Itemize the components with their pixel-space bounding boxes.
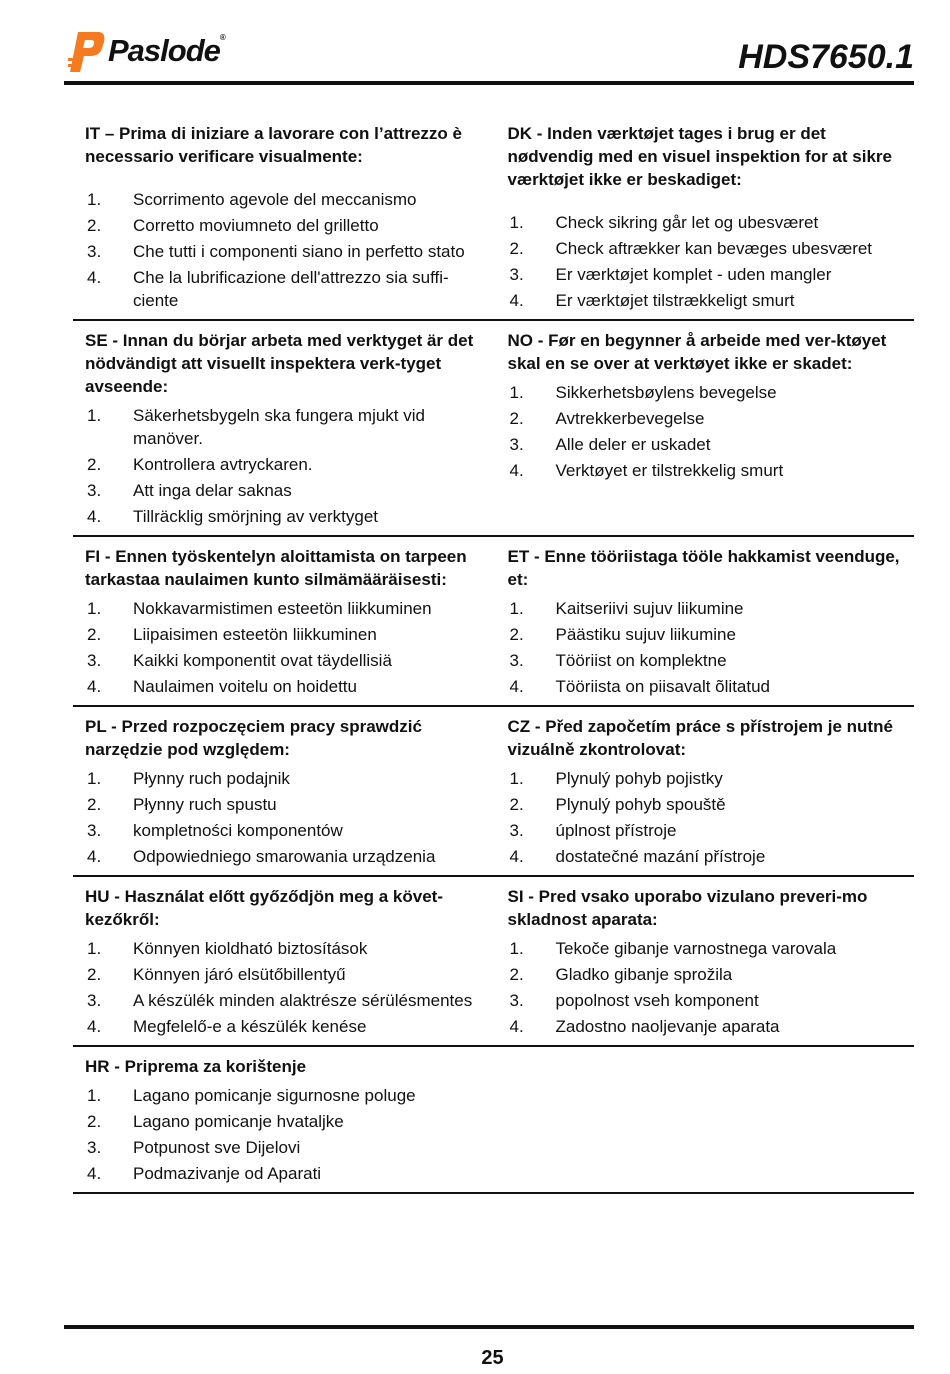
checklist-item bbox=[85, 597, 484, 620]
item-number: 1. bbox=[87, 406, 102, 425]
item-number: 4. bbox=[87, 677, 102, 696]
language-heading: PL - Przed rozpoczęciem pracy sprawdzić narzędzie pod względem: bbox=[85, 717, 422, 759]
item-number: 3. bbox=[509, 821, 524, 840]
item-text: Könnyen kioldható biztosítások bbox=[133, 939, 368, 958]
item-text: Scorrimento agevole del meccanismo bbox=[133, 190, 417, 209]
item-number: 2. bbox=[87, 216, 102, 235]
checklist-item bbox=[85, 505, 484, 528]
item-text: Alle deler er uskadet bbox=[555, 435, 711, 454]
item-text: Plynulý pohyb pojistky bbox=[555, 769, 723, 788]
checklist-item bbox=[85, 1110, 484, 1133]
checklist-item bbox=[508, 767, 905, 790]
item-number: 4. bbox=[509, 847, 524, 866]
item-number: 2. bbox=[87, 795, 102, 814]
checklist-item bbox=[508, 963, 905, 986]
item-text: úplnost přístroje bbox=[555, 821, 677, 840]
paslode-p-icon bbox=[68, 28, 106, 74]
checklist bbox=[85, 404, 484, 528]
checklist-item bbox=[85, 845, 484, 868]
checklist-item bbox=[508, 937, 905, 960]
item-number: 4. bbox=[87, 1017, 102, 1036]
checklist-item bbox=[85, 1015, 484, 1038]
checklist-item bbox=[85, 963, 484, 986]
item-text: Lagano pomicanje sigurnosne poluge bbox=[133, 1086, 416, 1105]
item-text: Verktøyet er tilstrekkelig smurt bbox=[555, 461, 784, 480]
section-row bbox=[73, 321, 914, 537]
checklist-item bbox=[508, 289, 905, 312]
item-number: 2. bbox=[509, 409, 524, 428]
checklist bbox=[85, 1084, 484, 1185]
item-number: 3. bbox=[87, 991, 102, 1010]
checklist bbox=[85, 597, 484, 698]
section-row bbox=[73, 1047, 914, 1194]
item-text: Megfelelő-e a készülék kenése bbox=[133, 1017, 367, 1036]
checklist-item bbox=[85, 1136, 484, 1159]
item-number: 1. bbox=[509, 599, 524, 618]
checklist-item bbox=[508, 211, 905, 234]
item-number: 4. bbox=[509, 461, 524, 480]
checklist-item bbox=[508, 623, 905, 646]
item-text: Płynny ruch spustu bbox=[133, 795, 277, 814]
language-block-cz bbox=[494, 707, 915, 875]
checklist-item bbox=[85, 214, 484, 237]
section-row bbox=[73, 112, 914, 321]
language-heading: ET - Enne tööriistaga tööle hakkamist veenduge, et: bbox=[507, 547, 900, 589]
checklist-item bbox=[85, 767, 484, 790]
language-block-si bbox=[494, 877, 915, 1045]
language-block-pl bbox=[73, 707, 494, 875]
item-number: 1. bbox=[87, 599, 102, 618]
checklist-item bbox=[85, 819, 484, 842]
item-number: 3. bbox=[509, 651, 524, 670]
checklist bbox=[85, 767, 484, 868]
page-number: 25 bbox=[481, 1347, 504, 1369]
item-text: Er værktøjet tilstrækkeligt smurt bbox=[555, 291, 795, 310]
item-text: Kontrollera avtryckaren. bbox=[133, 455, 313, 474]
item-text: dostatečné mazání přístroje bbox=[555, 847, 766, 866]
item-text: Säkerhetsbygeln ska fungera mjukt vid manöver. bbox=[133, 406, 425, 448]
item-text: Päästiku sujuv liikumine bbox=[555, 625, 736, 644]
language-block-no bbox=[494, 321, 915, 535]
inspection-table bbox=[73, 112, 914, 1194]
section-row bbox=[73, 877, 914, 1047]
item-number: 1. bbox=[87, 769, 102, 788]
item-number: 1. bbox=[87, 1086, 102, 1105]
item-text: Lagano pomicanje hvataljke bbox=[133, 1112, 344, 1131]
item-text: Er værktøjet komplet - uden mangler bbox=[555, 265, 832, 284]
checklist bbox=[85, 937, 484, 1038]
item-text: Che tutti i componenti siano in perfetto stato bbox=[133, 242, 465, 261]
language-heading: IT – Prima di iniziare a lavorare con l’attrezzo è necessario verificare visualmente: bbox=[85, 124, 462, 166]
checklist-item bbox=[85, 623, 484, 646]
checklist-item bbox=[508, 649, 905, 672]
language-heading: SI - Pred vsako uporabo vizulano preveri-mo skladnost aparata: bbox=[507, 887, 868, 929]
item-text: Potpunost sve Dijelovi bbox=[133, 1138, 301, 1157]
item-text: Naulaimen voitelu on hoidettu bbox=[133, 677, 357, 696]
item-text: Tillräcklig smörjning av verktyget bbox=[133, 507, 378, 526]
item-number: 4. bbox=[509, 677, 524, 696]
checklist-item bbox=[508, 263, 905, 286]
item-text: Corretto moviumneto del grilletto bbox=[133, 216, 379, 235]
item-number: 2. bbox=[87, 965, 102, 984]
registered-mark: ® bbox=[219, 33, 225, 42]
checklist bbox=[508, 767, 905, 868]
item-number: 1. bbox=[509, 383, 524, 402]
checklist-item bbox=[85, 1162, 484, 1185]
item-number: 1. bbox=[87, 939, 102, 958]
item-number: 1. bbox=[87, 190, 102, 209]
item-text: Att inga delar saknas bbox=[133, 481, 292, 500]
checklist-item bbox=[85, 1084, 484, 1107]
item-text: Check aftrækker kan bevæges ubesværet bbox=[555, 239, 873, 258]
checklist bbox=[508, 937, 905, 1038]
language-heading: HR - Priprema za korištenje bbox=[85, 1057, 307, 1076]
checklist-item bbox=[85, 188, 484, 211]
item-text: Tööriista on piisavalt õlitatud bbox=[555, 677, 771, 696]
checklist-item bbox=[508, 237, 905, 260]
checklist-item bbox=[85, 479, 484, 502]
item-text: popolnost vseh komponent bbox=[555, 991, 759, 1010]
item-number: 4. bbox=[87, 268, 102, 287]
item-number: 3. bbox=[87, 821, 102, 840]
item-text: Nokkavarmistimen esteetön liikkuminen bbox=[133, 599, 432, 618]
item-text: Odpowiedniego smarowania urządzenia bbox=[133, 847, 436, 866]
checklist bbox=[508, 597, 905, 698]
checklist-item bbox=[85, 989, 484, 1012]
checklist-item bbox=[508, 459, 905, 482]
language-block-hu bbox=[73, 877, 494, 1045]
item-text: Check sikring går let og ubesværet bbox=[555, 213, 819, 232]
item-number: 4. bbox=[87, 507, 102, 526]
checklist-item bbox=[85, 453, 484, 476]
language-heading: DK - Inden værktøjet tages i brug er det nødvendig med en visuel inspektion for at sikre værktøjet ikke er beskadiget: bbox=[507, 124, 892, 189]
checklist-item bbox=[508, 433, 905, 456]
item-number: 2. bbox=[509, 625, 524, 644]
item-text: Könnyen járó elsütőbillentyű bbox=[133, 965, 346, 984]
item-number: 3. bbox=[509, 265, 524, 284]
language-heading: SE - Innan du börjar arbeta med verktyget är det nödvändigt att visuellt inspektera verk-tyget avseende: bbox=[85, 331, 474, 396]
item-number: 2. bbox=[87, 625, 102, 644]
item-number: 3. bbox=[509, 991, 524, 1010]
checklist-item bbox=[85, 404, 484, 450]
item-number: 2. bbox=[509, 965, 524, 984]
item-text: Plynulý pohyb spouště bbox=[555, 795, 726, 814]
checklist-item bbox=[508, 675, 905, 698]
item-number: 4. bbox=[87, 847, 102, 866]
header-divider bbox=[64, 81, 914, 85]
item-number: 3. bbox=[87, 481, 102, 500]
checklist-item bbox=[508, 819, 905, 842]
checklist-item bbox=[85, 266, 484, 312]
empty-cell bbox=[494, 1047, 915, 1192]
item-text: Tekoče gibanje varnostnega varovala bbox=[555, 939, 837, 958]
checklist-item bbox=[508, 381, 905, 404]
item-number: 4. bbox=[509, 291, 524, 310]
model-number: HDS7650.1 bbox=[738, 38, 914, 76]
checklist-item bbox=[508, 1015, 905, 1038]
language-block-hr bbox=[73, 1047, 494, 1192]
item-number: 1. bbox=[509, 769, 524, 788]
section-row bbox=[73, 707, 914, 877]
checklist-item bbox=[508, 989, 905, 1012]
checklist-item bbox=[508, 793, 905, 816]
item-text: Gladko gibanje sprožila bbox=[555, 965, 733, 984]
checklist-item bbox=[508, 407, 905, 430]
item-number: 1. bbox=[509, 939, 524, 958]
item-number: 4. bbox=[87, 1164, 102, 1183]
item-text: Płynny ruch podajnik bbox=[133, 769, 290, 788]
checklist-item bbox=[85, 649, 484, 672]
item-text: Zadostno naoljevanje aparata bbox=[555, 1017, 780, 1036]
item-number: 3. bbox=[87, 242, 102, 261]
item-text: Kaitseriivi sujuv liikumine bbox=[555, 599, 744, 618]
item-number: 2. bbox=[87, 1112, 102, 1131]
section-row bbox=[73, 537, 914, 707]
language-block-se bbox=[73, 321, 494, 535]
item-number: 3. bbox=[509, 435, 524, 454]
footer-divider bbox=[64, 1325, 914, 1329]
item-text: Sikkerhetsbøylens bevegelse bbox=[555, 383, 777, 402]
checklist bbox=[508, 381, 905, 482]
language-heading: CZ - Před započetím práce s přístrojem je nutné vizuálně zkontrolovat: bbox=[507, 717, 893, 759]
checklist-item bbox=[85, 675, 484, 698]
item-number: 2. bbox=[509, 795, 524, 814]
item-text: Kaikki komponentit ovat täydellisiä bbox=[133, 651, 392, 670]
item-number: 3. bbox=[87, 651, 102, 670]
checklist-item bbox=[508, 845, 905, 868]
item-text: A készülék minden alaktrésze sérülésmentes bbox=[133, 991, 473, 1010]
paslode-logo bbox=[68, 26, 225, 76]
checklist bbox=[85, 188, 484, 312]
item-number: 2. bbox=[509, 239, 524, 258]
item-text: Tööriist on komplektne bbox=[555, 651, 727, 670]
language-heading: FI - Ennen työskentelyn aloittamista on tarpeen tarkastaa naulaimen kunto silmämääräisesti: bbox=[85, 547, 467, 589]
checklist-item bbox=[508, 597, 905, 620]
item-text: Podmazivanje od Aparati bbox=[133, 1164, 322, 1183]
item-number: 3. bbox=[87, 1138, 102, 1157]
item-text: Avtrekkerbevegelse bbox=[555, 409, 705, 428]
language-block-fi bbox=[73, 537, 494, 705]
language-block-et bbox=[494, 537, 915, 705]
checklist bbox=[508, 211, 905, 312]
language-heading: HU - Használat előtt győződjön meg a követ-kezőkről: bbox=[85, 887, 443, 929]
checklist-item bbox=[85, 793, 484, 816]
language-block-it bbox=[73, 112, 494, 319]
page-header bbox=[0, 0, 950, 90]
checklist-item bbox=[85, 937, 484, 960]
item-text: Liipaisimen esteetön liikkuminen bbox=[133, 625, 377, 644]
item-text: kompletności komponentów bbox=[133, 821, 343, 840]
checklist-item bbox=[85, 240, 484, 263]
item-number: 2. bbox=[87, 455, 102, 474]
item-text: Che la lubrificazione dell'attrezzo sia suffi-ciente bbox=[133, 268, 449, 310]
item-number: 1. bbox=[509, 213, 524, 232]
brand-name: Paslode® bbox=[108, 33, 225, 68]
item-number: 4. bbox=[509, 1017, 524, 1036]
language-block-dk bbox=[494, 112, 915, 319]
language-heading: NO - Før en begynner å arbeide med ver-ktøyet skal en se over at verktøyet ikke er skadet: bbox=[507, 331, 887, 373]
